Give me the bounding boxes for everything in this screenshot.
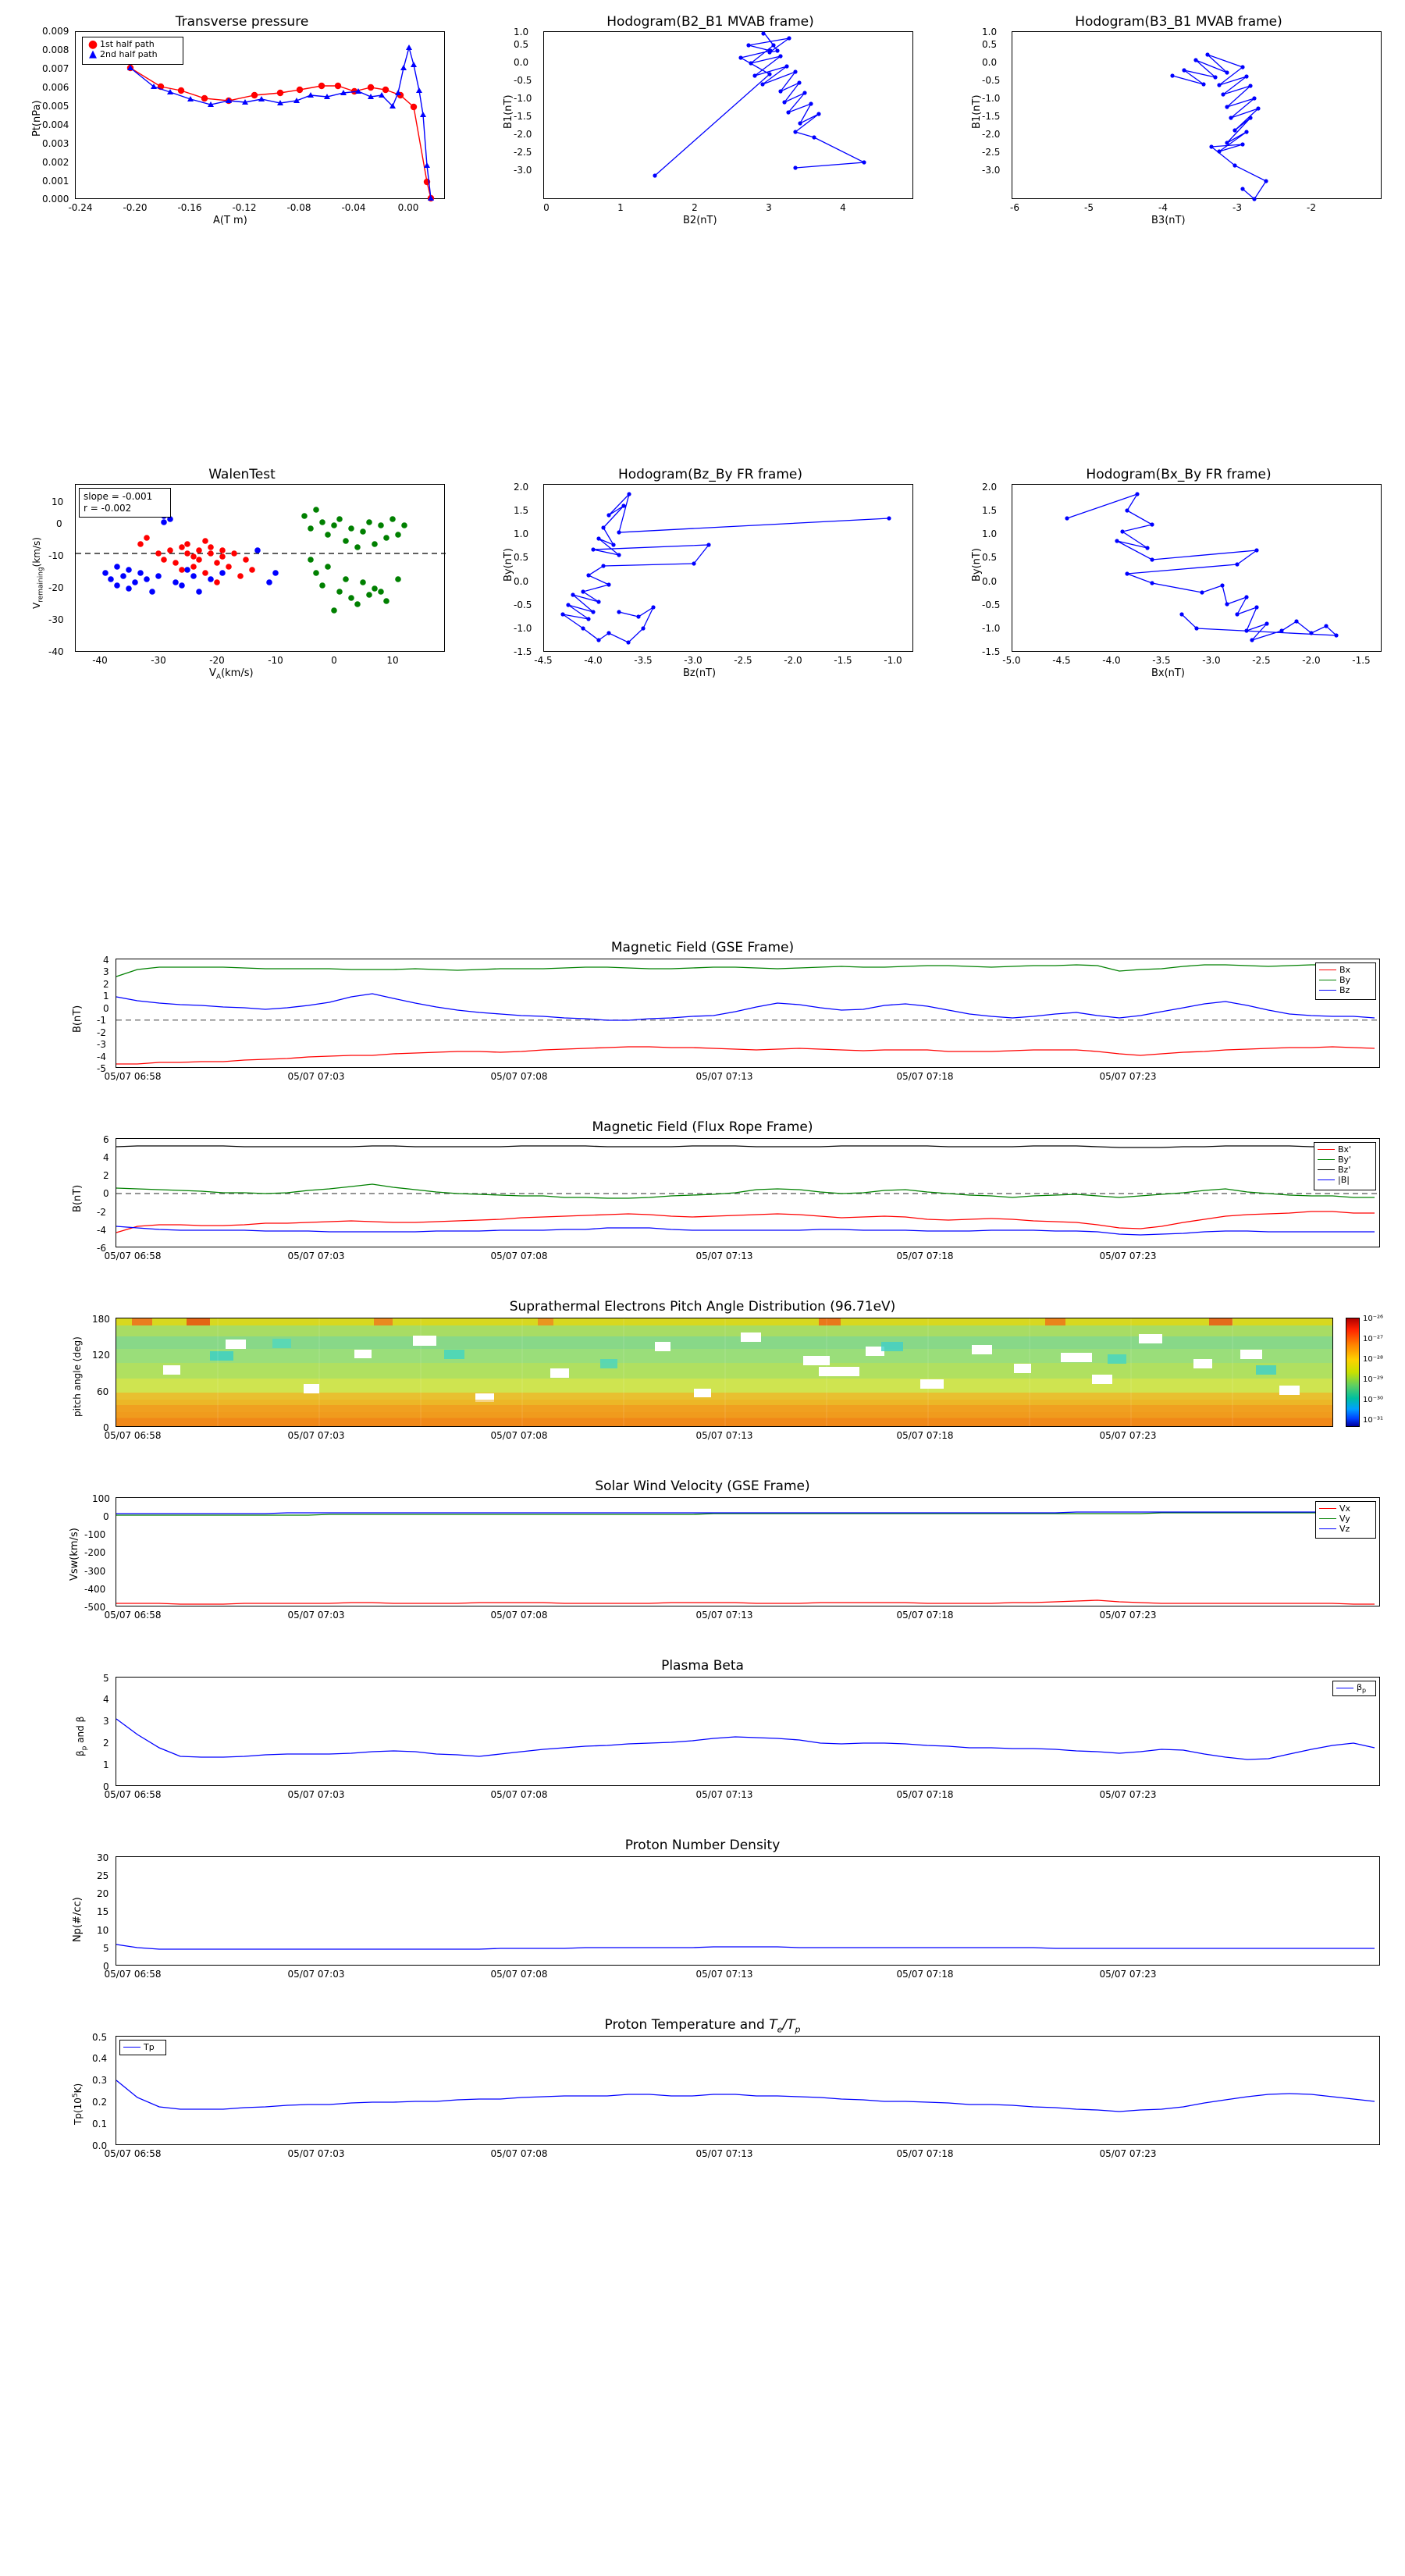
colorbar-tick: 10⁻³⁰	[1363, 1396, 1384, 1404]
x-tick: 05/07 07:23	[1099, 1430, 1157, 1441]
y-axis-label: B1(nT)	[971, 94, 983, 129]
y-tick: 4	[103, 955, 109, 966]
proton-temperature-plot	[116, 2037, 1381, 2146]
hodogram-bx-by-plot	[1012, 485, 1382, 653]
plot-area	[116, 1677, 1380, 1786]
y-tick: 0.0	[982, 57, 998, 68]
x-axis-label: B2(nT)	[683, 215, 717, 226]
x-tick: 05/07 07:13	[695, 1071, 753, 1082]
x-tick: 05/07 07:08	[490, 1251, 548, 1261]
y-tick: 20	[97, 1888, 109, 1899]
chart-title: Proton Number Density	[624, 1838, 781, 1853]
x-tick: 05/07 07:08	[490, 1430, 548, 1441]
plot-area	[543, 31, 913, 199]
circle-marker-icon: ●	[87, 37, 98, 51]
triangle-marker-icon: ▲	[89, 48, 97, 60]
y-tick: 1.0	[982, 27, 998, 37]
x-tick: 05/07 07:23	[1099, 1789, 1157, 1800]
panel-proton-temperature	[0, 2006, 1405, 2174]
y-tick: -3.0	[514, 165, 532, 176]
plot-area	[75, 31, 445, 199]
y-tick: -3	[97, 1039, 106, 1050]
plot-area	[116, 1497, 1380, 1606]
legend-line-icon	[1318, 1149, 1335, 1150]
legend-item: Bx'	[1318, 1144, 1372, 1155]
solar-wind-velocity-plot	[116, 1498, 1381, 1607]
x-tick: 05/07 07:23	[1099, 1610, 1157, 1621]
y-tick: -2.0	[982, 129, 1001, 140]
y-tick: 0.008	[42, 44, 69, 55]
panel-proton-number-density	[0, 1827, 1405, 1994]
x-tick: -2.0	[1302, 655, 1321, 666]
legend-item: By'	[1318, 1155, 1372, 1165]
y-tick: 0.0	[514, 57, 529, 68]
chart-title: WalenTest	[208, 467, 276, 482]
x-tick: 05/07 07:08	[490, 1610, 548, 1621]
x-tick: -4.0	[584, 655, 603, 666]
x-axis-label: Bz(nT)	[683, 667, 717, 679]
y-tick: 1	[103, 1759, 109, 1770]
chart-title: Magnetic Field (GSE Frame)	[610, 940, 795, 955]
x-tick: 05/07 07:13	[695, 1251, 753, 1261]
legend-item: Bx	[1319, 965, 1372, 975]
y-tick: 4	[103, 1694, 109, 1705]
x-tick: -0.08	[286, 202, 311, 213]
legend-line-icon	[1319, 990, 1336, 991]
y-tick: 0.0	[92, 2140, 108, 2151]
legend-line-icon	[1319, 1508, 1336, 1509]
x-tick: 05/07 07:03	[287, 1251, 345, 1261]
x-tick: 0.00	[397, 202, 419, 213]
y-tick: 0.005	[42, 101, 69, 112]
plot-area	[116, 959, 1380, 1068]
magnetic-field-gse-plot	[116, 959, 1381, 1069]
y-tick: 2.0	[982, 482, 998, 493]
x-axis-label: $V_A(km/s)$	[209, 667, 254, 681]
y-tick: -1.5	[514, 646, 532, 657]
x-tick: 05/07 07:18	[896, 1251, 954, 1261]
x-tick: 05/07 06:58	[104, 1969, 162, 1980]
plot-area	[75, 484, 445, 652]
y-axis-label: $\beta_p$ and β	[75, 1716, 89, 1756]
colorbar-tick: 10⁻²⁷	[1363, 1335, 1384, 1343]
x-tick: -3.5	[1152, 655, 1171, 666]
y-axis-label: pitch angle (deg)	[72, 1336, 83, 1417]
x-axis-label: B3(nT)	[1151, 215, 1186, 226]
hodogram-bz-by-plot	[544, 485, 914, 653]
pitch-angle-heatmap	[116, 1318, 1333, 1427]
x-tick: 2	[692, 202, 698, 213]
x-axis-label: Bx(nT)	[1151, 667, 1185, 679]
y-tick: 0	[103, 1422, 109, 1433]
y-axis-label: Vsw(km/s)	[69, 1528, 80, 1581]
y-tick: -30	[48, 614, 64, 625]
x-tick: 05/07 07:13	[695, 2148, 753, 2159]
legend-line-icon	[1318, 1179, 1335, 1180]
plasma-beta-plot	[116, 1678, 1381, 1787]
legend-item: Bz'	[1318, 1165, 1372, 1175]
panel-plasma-beta	[0, 1647, 1405, 1815]
y-tick: -2.5	[982, 147, 1001, 158]
x-tick: -3.5	[634, 655, 653, 666]
y-tick: 0.006	[42, 82, 69, 93]
hodogram-b3-b1-plot	[1012, 32, 1382, 200]
y-tick: 1.5	[982, 505, 998, 516]
legend	[1332, 1681, 1376, 1696]
x-tick: -3.0	[1202, 655, 1221, 666]
legend-line-icon	[123, 2047, 140, 2048]
y-tick: -2.0	[514, 129, 532, 140]
x-tick: 05/07 07:23	[1099, 2148, 1157, 2159]
legend-item: Bz	[1319, 985, 1372, 995]
y-tick: -1.0	[514, 623, 532, 634]
x-tick: 05/07 07:03	[287, 1430, 345, 1441]
y-tick: -500	[84, 1602, 106, 1613]
x-tick: -3	[1232, 202, 1242, 213]
y-tick: 0.001	[42, 176, 69, 187]
y-tick: 0	[103, 1781, 109, 1792]
x-tick: 05/07 06:58	[104, 1789, 162, 1800]
y-tick: 0.0	[982, 576, 998, 587]
x-tick: 05/07 07:08	[490, 1969, 548, 1980]
colorbar-tick: 10⁻²⁹	[1363, 1375, 1384, 1384]
panel-solar-wind-velocity	[0, 1468, 1405, 1635]
y-tick: 0	[56, 518, 62, 529]
y-tick: 0.000	[42, 194, 69, 205]
y-tick: -6	[97, 1243, 106, 1254]
x-tick: 05/07 07:13	[695, 1969, 753, 1980]
fit-annotation	[79, 488, 171, 518]
x-tick: 05/07 06:58	[104, 1251, 162, 1261]
x-tick: 05/07 07:18	[896, 1071, 954, 1082]
r-text: r = -0.002	[84, 503, 132, 514]
proton-density-plot	[116, 1857, 1381, 1966]
legend-item: |B|	[1318, 1175, 1372, 1185]
y-tick: 0.2	[92, 2097, 108, 2108]
x-tick: -0.04	[341, 202, 366, 213]
x-tick: 05/07 07:03	[287, 1610, 345, 1621]
plot-area	[116, 1318, 1333, 1427]
x-tick: -1.5	[834, 655, 852, 666]
y-axis-label: B(nT)	[72, 1005, 84, 1033]
x-axis-label: A(T m)	[213, 215, 247, 226]
legend	[119, 2040, 166, 2055]
y-tick: 2	[103, 1738, 109, 1749]
y-axis-label: By(nT)	[503, 548, 514, 582]
y-tick: 5	[103, 1673, 109, 1684]
chart-title: Magnetic Field (Flux Rope Frame)	[592, 1119, 813, 1135]
chart-title: Plasma Beta	[661, 1658, 744, 1674]
y-tick: 0.3	[92, 2075, 108, 2086]
x-tick: 05/07 07:18	[896, 1969, 954, 1980]
legend-item: Vx	[1319, 1503, 1372, 1514]
y-axis-label: B(nT)	[72, 1184, 84, 1212]
x-tick: -6	[1010, 202, 1019, 213]
x-tick: 05/07 07:18	[896, 1610, 954, 1621]
panel-hodogram-b2-b1	[468, 0, 937, 226]
y-tick: -4	[97, 1051, 106, 1062]
legend-line-icon	[1318, 1169, 1335, 1170]
panel-hodogram-bz-by	[468, 453, 937, 679]
x-tick: 05/07 07:03	[287, 1071, 345, 1082]
x-tick: -3.0	[684, 655, 702, 666]
y-tick: 0	[103, 1511, 109, 1522]
x-tick: -4.5	[1052, 655, 1071, 666]
y-tick: 120	[92, 1350, 110, 1361]
x-tick: 05/07 07:03	[287, 1789, 345, 1800]
y-tick: 10	[97, 1925, 109, 1936]
colorbar-tick: 10⁻²⁸	[1363, 1355, 1384, 1364]
chart-title: Proton Temperature and $T_e/T_p$	[604, 2017, 801, 2035]
y-tick: 180	[92, 1314, 110, 1325]
chart-title: Suprathermal Electrons Pitch Angle Distribution (96.71eV)	[509, 1299, 896, 1315]
legend-item: ● 1st half path	[86, 39, 180, 49]
panel-suprathermal-electrons	[0, 1288, 1405, 1456]
y-tick: 0.5	[982, 552, 998, 563]
panel-transverse-pressure	[0, 0, 468, 226]
colorbar	[1346, 1318, 1360, 1427]
y-axis-label: Pt(nPa)	[31, 100, 43, 137]
legend-item	[1336, 1683, 1372, 1693]
plot-area	[1012, 484, 1382, 652]
x-tick: -4.0	[1102, 655, 1121, 666]
x-tick: 0	[543, 202, 550, 213]
y-tick: -5	[97, 1063, 106, 1074]
y-tick: -2	[97, 1027, 106, 1038]
y-tick: 1.0	[982, 528, 998, 539]
x-tick: 05/07 07:18	[896, 1430, 954, 1441]
y-tick: -1.5	[982, 111, 1001, 122]
colorbar-tick: 10⁻²⁶	[1363, 1315, 1384, 1323]
y-tick: 25	[97, 1870, 109, 1881]
x-tick: -0.16	[177, 202, 202, 213]
x-tick: 3	[766, 202, 772, 213]
x-tick: -4	[1158, 202, 1168, 213]
panel-walen-test	[0, 453, 468, 679]
slope-text: slope = -0.001	[84, 491, 153, 502]
legend	[1314, 1142, 1376, 1190]
y-tick: -2	[97, 1207, 106, 1218]
x-tick: 05/07 07:23	[1099, 1969, 1157, 1980]
chart-title: Hodogram(Bx_By FR frame)	[1086, 467, 1272, 482]
x-tick: -2	[1307, 202, 1316, 213]
plot-area	[543, 484, 913, 652]
x-tick: 05/07 07:18	[896, 1789, 954, 1800]
y-tick: 6	[103, 1134, 109, 1145]
legend-item: ▲ 2nd half path	[86, 49, 180, 59]
y-tick: 0.4	[92, 2053, 108, 2064]
x-tick: -0.20	[123, 202, 148, 213]
legend	[1315, 1501, 1376, 1539]
y-tick: 0	[103, 1961, 109, 1972]
legend-item: Tp	[123, 2042, 162, 2052]
x-tick: 05/07 07:13	[695, 1789, 753, 1800]
x-tick: 10	[386, 655, 399, 666]
x-tick: 05/07 07:03	[287, 1969, 345, 1980]
x-tick: 05/07 07:13	[695, 1430, 753, 1441]
plot-area	[116, 1856, 1380, 1966]
y-tick: -100	[84, 1529, 106, 1540]
y-tick: 0.009	[42, 26, 69, 37]
chart-title: Hodogram(Bz_By FR frame)	[617, 467, 803, 482]
x-tick: 05/07 07:08	[490, 1071, 548, 1082]
x-tick: 05/07 07:03	[287, 2148, 345, 2159]
y-tick: 0.5	[982, 39, 998, 50]
y-tick: -300	[84, 1566, 106, 1577]
hodogram-b2-b1-plot	[544, 32, 914, 200]
panel-magnetic-field-gse	[0, 929, 1405, 1097]
y-tick: 10	[52, 496, 64, 507]
y-tick: -1	[97, 1015, 106, 1026]
x-tick: -1.0	[884, 655, 902, 666]
x-tick: 05/07 06:58	[104, 1610, 162, 1621]
y-axis-label: $V_{remaining}(km/s)$	[31, 537, 45, 609]
legend-line-icon	[1319, 1518, 1336, 1519]
y-tick: 1.0	[514, 27, 529, 37]
y-axis-label: Np(#/cc)	[72, 1897, 84, 1942]
y-tick: -1.0	[982, 93, 1001, 104]
x-tick: -5	[1084, 202, 1094, 213]
x-tick: -20	[209, 655, 225, 666]
legend-item: Vy	[1319, 1514, 1372, 1524]
y-tick: -20	[48, 582, 64, 593]
x-tick: 05/07 07:08	[490, 2148, 548, 2159]
magnetic-field-fr-plot	[116, 1139, 1381, 1248]
y-tick: 0.5	[514, 552, 529, 563]
x-tick: 05/07 06:58	[104, 1430, 162, 1441]
y-tick: 100	[92, 1493, 110, 1504]
x-tick: -10	[268, 655, 283, 666]
y-axis-label: B1(nT)	[503, 94, 514, 129]
x-tick: 05/07 07:23	[1099, 1071, 1157, 1082]
y-tick: -1.0	[982, 623, 1001, 634]
x-tick: 05/07 06:58	[104, 1071, 162, 1082]
legend	[1315, 962, 1376, 1000]
x-tick: 05/07 07:08	[490, 1789, 548, 1800]
y-tick: 2	[103, 1170, 109, 1181]
y-tick: 2	[103, 979, 109, 990]
x-tick: -2.0	[784, 655, 802, 666]
x-tick: 05/07 07:13	[695, 1610, 753, 1621]
legend-line-icon	[1318, 1159, 1335, 1160]
x-tick: -0.24	[68, 202, 93, 213]
y-axis-label: By(nT)	[971, 548, 983, 582]
y-axis-label: $Tp(10^5K)$	[72, 2083, 84, 2125]
y-tick: 0.004	[42, 119, 69, 130]
x-tick: 0	[331, 655, 337, 666]
chart-title: Hodogram(B2_B1 MVAB frame)	[606, 14, 814, 30]
y-tick: 1.5	[514, 505, 529, 516]
legend	[82, 37, 183, 65]
y-tick: -0.5	[514, 75, 532, 86]
chart-title: Hodogram(B3_B1 MVAB frame)	[1075, 14, 1282, 30]
plot-area	[116, 1138, 1380, 1247]
plot-area	[1012, 31, 1382, 199]
legend-item: By	[1319, 975, 1372, 985]
y-tick: 4	[103, 1152, 109, 1163]
chart-title: Transverse pressure	[175, 14, 309, 30]
y-tick: -0.5	[514, 600, 532, 610]
y-tick: 0.003	[42, 138, 69, 149]
y-tick: -1.5	[514, 111, 532, 122]
y-tick: 3	[103, 1716, 109, 1727]
y-tick: -200	[84, 1547, 106, 1558]
panel-magnetic-field-fr	[0, 1108, 1405, 1276]
x-tick: -2.5	[1252, 655, 1271, 666]
x-tick: -4.5	[534, 655, 553, 666]
y-tick: 1.0	[514, 528, 529, 539]
x-tick: 05/07 06:58	[104, 2148, 162, 2159]
legend-item: Vz	[1319, 1524, 1372, 1534]
y-tick: 5	[103, 1943, 109, 1954]
x-tick: -30	[151, 655, 166, 666]
y-tick: 1	[103, 991, 109, 1002]
panel-hodogram-b3-b1	[937, 0, 1405, 226]
y-tick: 3	[103, 966, 109, 977]
x-tick: -5.0	[1002, 655, 1021, 666]
y-tick: -3.0	[982, 165, 1001, 176]
x-tick: 1	[617, 202, 624, 213]
y-tick: -0.5	[982, 600, 1001, 610]
x-tick: 4	[840, 202, 846, 213]
y-tick: -1.0	[514, 93, 532, 104]
x-tick: 05/07 07:23	[1099, 1251, 1157, 1261]
y-tick: 2.0	[514, 482, 529, 493]
y-tick: 60	[97, 1386, 109, 1397]
x-tick: -2.5	[734, 655, 752, 666]
y-tick: -10	[48, 550, 64, 561]
y-tick: 0.0	[514, 576, 529, 587]
x-tick: -1.5	[1352, 655, 1371, 666]
legend-label-beta: $\beta_p$	[1357, 1681, 1367, 1695]
y-tick: 0.5	[92, 2032, 108, 2043]
y-tick: 0.1	[92, 2119, 108, 2129]
y-tick: 0.5	[514, 39, 529, 50]
y-tick: -400	[84, 1584, 106, 1595]
x-tick: -0.12	[232, 202, 257, 213]
y-tick: -0.5	[982, 75, 1001, 86]
plot-area	[116, 2036, 1380, 2145]
y-tick: -2.5	[514, 147, 532, 158]
y-tick: 0.007	[42, 63, 69, 74]
x-tick: -40	[92, 655, 108, 666]
x-tick: 05/07 07:18	[896, 2148, 954, 2159]
y-tick: -1.5	[982, 646, 1001, 657]
colorbar-tick: 10⁻³¹	[1363, 1416, 1384, 1425]
y-tick: -40	[48, 646, 64, 657]
y-tick: 0	[103, 1003, 109, 1014]
chart-title: Solar Wind Velocity (GSE Frame)	[595, 1478, 810, 1494]
y-tick: 0	[103, 1188, 109, 1199]
y-tick: -4	[97, 1225, 106, 1236]
panel-hodogram-bx-by	[937, 453, 1405, 679]
y-tick: 30	[97, 1852, 109, 1863]
y-tick: 15	[97, 1906, 109, 1917]
y-tick: 0.002	[42, 157, 69, 168]
legend-line-icon	[1319, 1528, 1336, 1529]
